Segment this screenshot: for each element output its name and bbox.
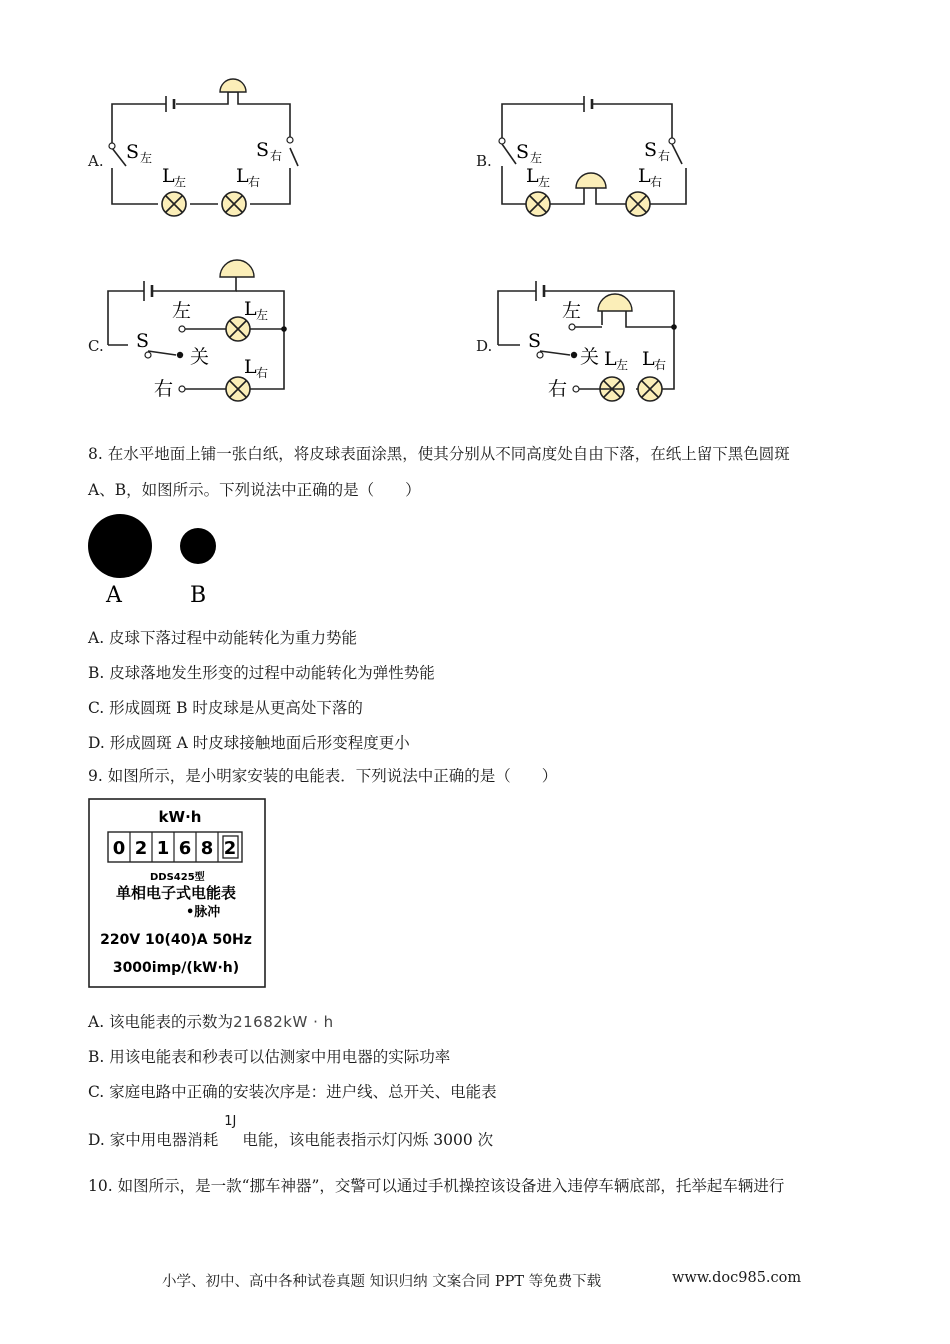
svg-text:右: 右 [270, 149, 283, 163]
meter-model: DDS425型 [150, 872, 205, 883]
q9-option-a[interactable] [88, 1010, 334, 1032]
lamp-icon [162, 192, 186, 216]
option-letter: A. [88, 152, 104, 170]
svg-text:右: 右 [654, 358, 667, 372]
circuit-a-diagram [106, 68, 306, 218]
lamp-icon [526, 192, 550, 216]
svg-text:右: 右 [548, 378, 568, 400]
meter-digit: 6 [178, 838, 192, 859]
svg-text:关: 关 [190, 346, 210, 368]
svg-text:左: 左 [616, 358, 629, 372]
svg-text:L: L [244, 298, 257, 320]
option-text: A. 该电能表的示数为 [88, 1013, 234, 1031]
lamp-icon [222, 192, 246, 216]
meter-digit: 8 [200, 838, 214, 859]
circuit-d-diagram [492, 255, 692, 405]
svg-text:左: 左 [562, 300, 582, 322]
option-sup: 1J [224, 1114, 237, 1129]
svg-text:右: 右 [658, 149, 671, 163]
svg-text:L: L [244, 356, 257, 378]
circuit-b-diagram [492, 68, 702, 218]
spot-a [88, 514, 152, 578]
meter-name: 单相电子式电能表 [115, 884, 237, 902]
q8-option-c[interactable]: C. 形成圆斑 B 时皮球是从更高处下落的 [88, 699, 363, 717]
option-value: 电能，该电能表指示灯闪烁 3000 次 [242, 1131, 494, 1149]
svg-text:左: 左 [174, 175, 187, 189]
footer-url[interactable]: www.doc985.com [672, 1270, 802, 1286]
svg-text:L: L [638, 165, 651, 187]
q10-stem: 10. 如图所示，是一款“挪车神器”，交警可以通过手机操控该设备进入违停车辆底部，托举起车辆进行 [88, 1177, 785, 1195]
svg-text:L: L [162, 165, 175, 187]
svg-text:S: S [528, 330, 542, 352]
option-letter: D. [476, 337, 493, 355]
option-text: D. 家中用电器消耗 [88, 1131, 219, 1149]
q9-option-b[interactable]: B. 用该电能表和秒表可以估测家中用电器的实际功率 [88, 1048, 451, 1066]
meter-unit: kW·h [158, 808, 202, 826]
option-letter: C. [88, 337, 104, 355]
q8-figure-spots [84, 508, 234, 608]
spot-b [180, 528, 216, 564]
svg-text:关: 关 [580, 346, 600, 368]
svg-text:S: S [644, 139, 658, 161]
svg-text:右: 右 [248, 175, 261, 189]
svg-text:S: S [256, 139, 270, 161]
lamp-icon [226, 377, 250, 401]
svg-text:S: S [136, 330, 150, 352]
lamp-icon [226, 317, 250, 341]
energy-meter-figure [88, 798, 268, 990]
option-letter: B. [476, 152, 492, 170]
footer-text: 小学、初中、高中各种试卷真题 知识归纳 文案合同 PPT 等免费下载 [162, 1274, 602, 1290]
q7-option-c[interactable] [86, 255, 326, 405]
q7-option-a[interactable] [86, 68, 326, 218]
q8-option-d[interactable]: D. 形成圆斑 A 时皮球接触地面后形变程度更小 [88, 734, 410, 752]
q8-stem-line2: A、B，如图所示。下列说法中正确的是（ ） [88, 481, 421, 499]
svg-text:右: 右 [154, 378, 174, 400]
svg-text:左: 左 [140, 151, 153, 165]
q8-stem-line1: 8. 在水平地面上铺一张白纸，将皮球表面涂黑，使其分别从不同高度处自由下落，在纸上留下黑色圆斑 [88, 445, 790, 463]
meter-digit: 2 [223, 838, 237, 859]
meter-digit: 0 [112, 838, 126, 859]
meter-digit: 1 [156, 838, 170, 859]
q9-option-d[interactable] [88, 1114, 494, 1150]
svg-text:右: 右 [650, 175, 663, 189]
svg-text:L: L [642, 348, 655, 370]
circuit-c-diagram [104, 255, 304, 405]
option-value: 21682kW · h [233, 1013, 334, 1031]
q7-option-d[interactable] [474, 255, 714, 405]
q9-option-c[interactable]: C. 家庭电路中正确的安装次序是：进户线、总开关、电能表 [88, 1083, 497, 1101]
meter-rating: 220V 10(40)A 50Hz [100, 932, 252, 948]
svg-text:L: L [604, 348, 617, 370]
svg-text:S: S [516, 141, 530, 163]
svg-text:S: S [126, 141, 140, 163]
spot-a-label: A [106, 583, 122, 608]
q7-option-b[interactable] [474, 68, 714, 218]
lamp-icon [638, 377, 662, 401]
svg-text:L: L [526, 165, 539, 187]
svg-text:左: 左 [530, 151, 543, 165]
q8-option-b[interactable]: B. 皮球落地发生形变的过程中动能转化为弹性势能 [88, 664, 435, 682]
meter-constant: 3000imp/(kW·h) [112, 960, 240, 976]
q8-option-a[interactable]: A. 皮球下落过程中动能转化为重力势能 [88, 629, 358, 647]
spot-b-label: B [190, 583, 207, 608]
svg-text:左: 左 [172, 300, 192, 322]
q9-stem: 9. 如图所示，是小明家安装的电能表．下列说法中正确的是（ ） [88, 767, 558, 785]
svg-text:左: 左 [538, 175, 551, 189]
svg-text:L: L [236, 165, 249, 187]
svg-text:右: 右 [256, 366, 269, 380]
svg-text:左: 左 [256, 308, 269, 322]
lamp-icon [626, 192, 650, 216]
meter-pulse: •脉冲 [186, 905, 221, 920]
meter-digit: 2 [134, 838, 148, 859]
